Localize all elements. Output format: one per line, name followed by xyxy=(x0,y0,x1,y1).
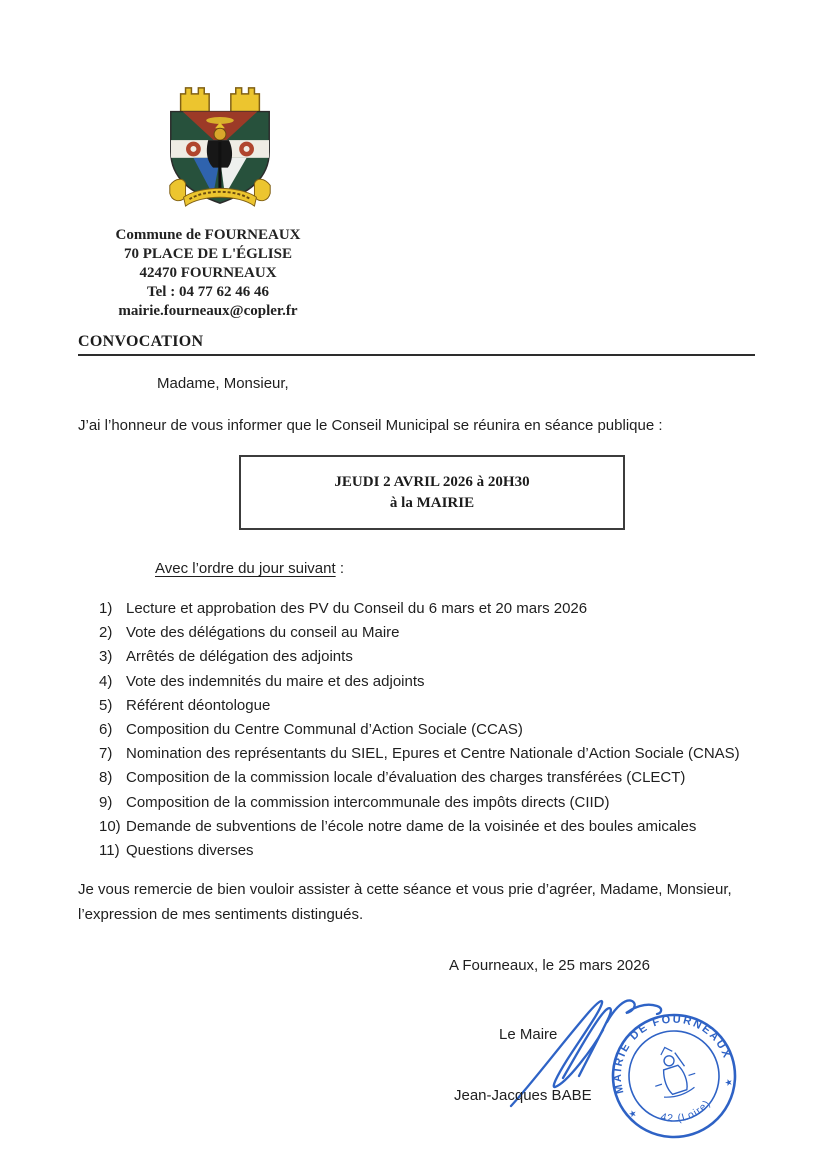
agenda-item-text: Lecture et approbation des PV du Conseil du 6 mars et 20 mars 2026 xyxy=(126,600,588,617)
agenda-item-text: Vote des indemnités du maire et des adjoints xyxy=(126,672,425,690)
agenda-item-number: 11) xyxy=(99,842,120,860)
agenda-item-text: Questions diverses xyxy=(126,842,254,860)
intro-paragraph: J’ai l’honneur de vous informer que le Conseil Municipal se réunira en séance publique : xyxy=(78,417,663,434)
address-line-city: 42470 FOURNEAUX xyxy=(139,265,277,281)
address-line-phone: Tel : 04 77 62 46 46 xyxy=(147,284,269,300)
mairie-round-stamp xyxy=(608,1010,740,1142)
meeting-date-box xyxy=(239,455,625,530)
agenda-item-2 xyxy=(99,621,779,645)
agenda-item-6 xyxy=(99,718,779,742)
salutation: Madame, Monsieur, xyxy=(157,375,289,392)
commune-address-block xyxy=(58,226,358,321)
agenda-item-7 xyxy=(99,742,779,766)
agenda-item-number: 9) xyxy=(99,793,113,811)
agenda-item-3 xyxy=(99,645,779,669)
agenda-item-5 xyxy=(99,694,779,718)
agenda-item-9 xyxy=(99,791,779,815)
address-line-street: 70 PLACE DE L'ÉGLISE xyxy=(124,246,292,262)
address-line-commune: Commune de FOURNEAUX xyxy=(115,227,301,243)
agenda-item-text: Arrêtés de délégation des adjoints xyxy=(126,648,353,666)
agenda-item-1 xyxy=(99,597,779,621)
agenda-item-number: 4) xyxy=(99,672,113,690)
commune-coat-of-arms-icon xyxy=(156,84,284,210)
stamp-arc-text: MAIRIE DE FOURNEAUX xyxy=(611,1013,734,1095)
agenda-item-4 xyxy=(99,670,779,694)
svg-text:MAIRIE DE FOURNEAUX xyxy=(608,1010,733,1096)
agenda-item-number: 3) xyxy=(99,648,113,666)
stamp-center-emblem xyxy=(645,1041,700,1102)
stamp-left-star-icon: ★ xyxy=(627,1107,639,1120)
agenda-item-number: 5) xyxy=(99,696,113,714)
agenda-item-number: 10) xyxy=(99,817,121,835)
agenda-item-10 xyxy=(99,815,779,839)
convocation-title: CONVOCATION xyxy=(78,333,204,350)
dateline: A Fourneaux, le 25 mars 2026 xyxy=(449,957,650,974)
agenda-item-number: 8) xyxy=(99,769,113,787)
stamp-bottom-text: 42 (Loire) xyxy=(659,1097,714,1125)
meeting-date-line: JEUDI 2 AVRIL 2026 à 20H30 xyxy=(334,473,530,490)
agenda-list xyxy=(99,597,779,863)
agenda-item-text: Vote des délégations du conseil au Maire xyxy=(126,624,400,642)
address-line-email: mairie.fourneaux@copler.fr xyxy=(118,303,298,319)
agenda-item-11 xyxy=(99,839,779,863)
agenda-item-number: 1) xyxy=(99,600,113,617)
agenda-item-text: Nomination des représentants du SIEL, Epures et Centre Nationale d’Action Sociale (CNAS) xyxy=(126,745,740,763)
agenda-item-number: 7) xyxy=(99,745,113,763)
meeting-place-line: à la MAIRIE xyxy=(389,494,475,511)
agenda-item-text: Composition de la commission intercommunale des impôts directs (CIID) xyxy=(126,793,610,811)
agenda-item-text: Référent déontologue xyxy=(126,696,271,714)
agenda-item-text: Composition du Centre Communal d’Action Sociale (CCAS) xyxy=(126,721,523,739)
convocation-heading xyxy=(78,333,755,356)
agenda-intro xyxy=(155,560,344,577)
agenda-item-text: Demande de subventions de l’école notre dame de la voisinée et des boules amicales xyxy=(126,817,697,835)
agenda-intro-colon: : xyxy=(335,560,344,577)
signatory-name: Jean-Jacques BABE xyxy=(454,1087,592,1104)
agenda-item-number: 6) xyxy=(99,721,113,739)
agenda-item-8 xyxy=(99,766,779,790)
closing-paragraph: Je vous remercie de bien vouloir assister à cette séance et vous prie d’agréer, Madame, Monsieur, l’expression de mes sentiments distingués. xyxy=(78,881,732,923)
stamp-right-star-icon: ★ xyxy=(723,1076,735,1089)
agenda-item-text: Composition de la commission locale d’évaluation des charges transférées (CLECT) xyxy=(126,769,686,787)
signature-title: Le Maire xyxy=(499,1026,558,1043)
agenda-item-number: 2) xyxy=(99,624,113,642)
agenda-intro-underlined: Avec l’ordre du jour suivant xyxy=(155,560,336,577)
